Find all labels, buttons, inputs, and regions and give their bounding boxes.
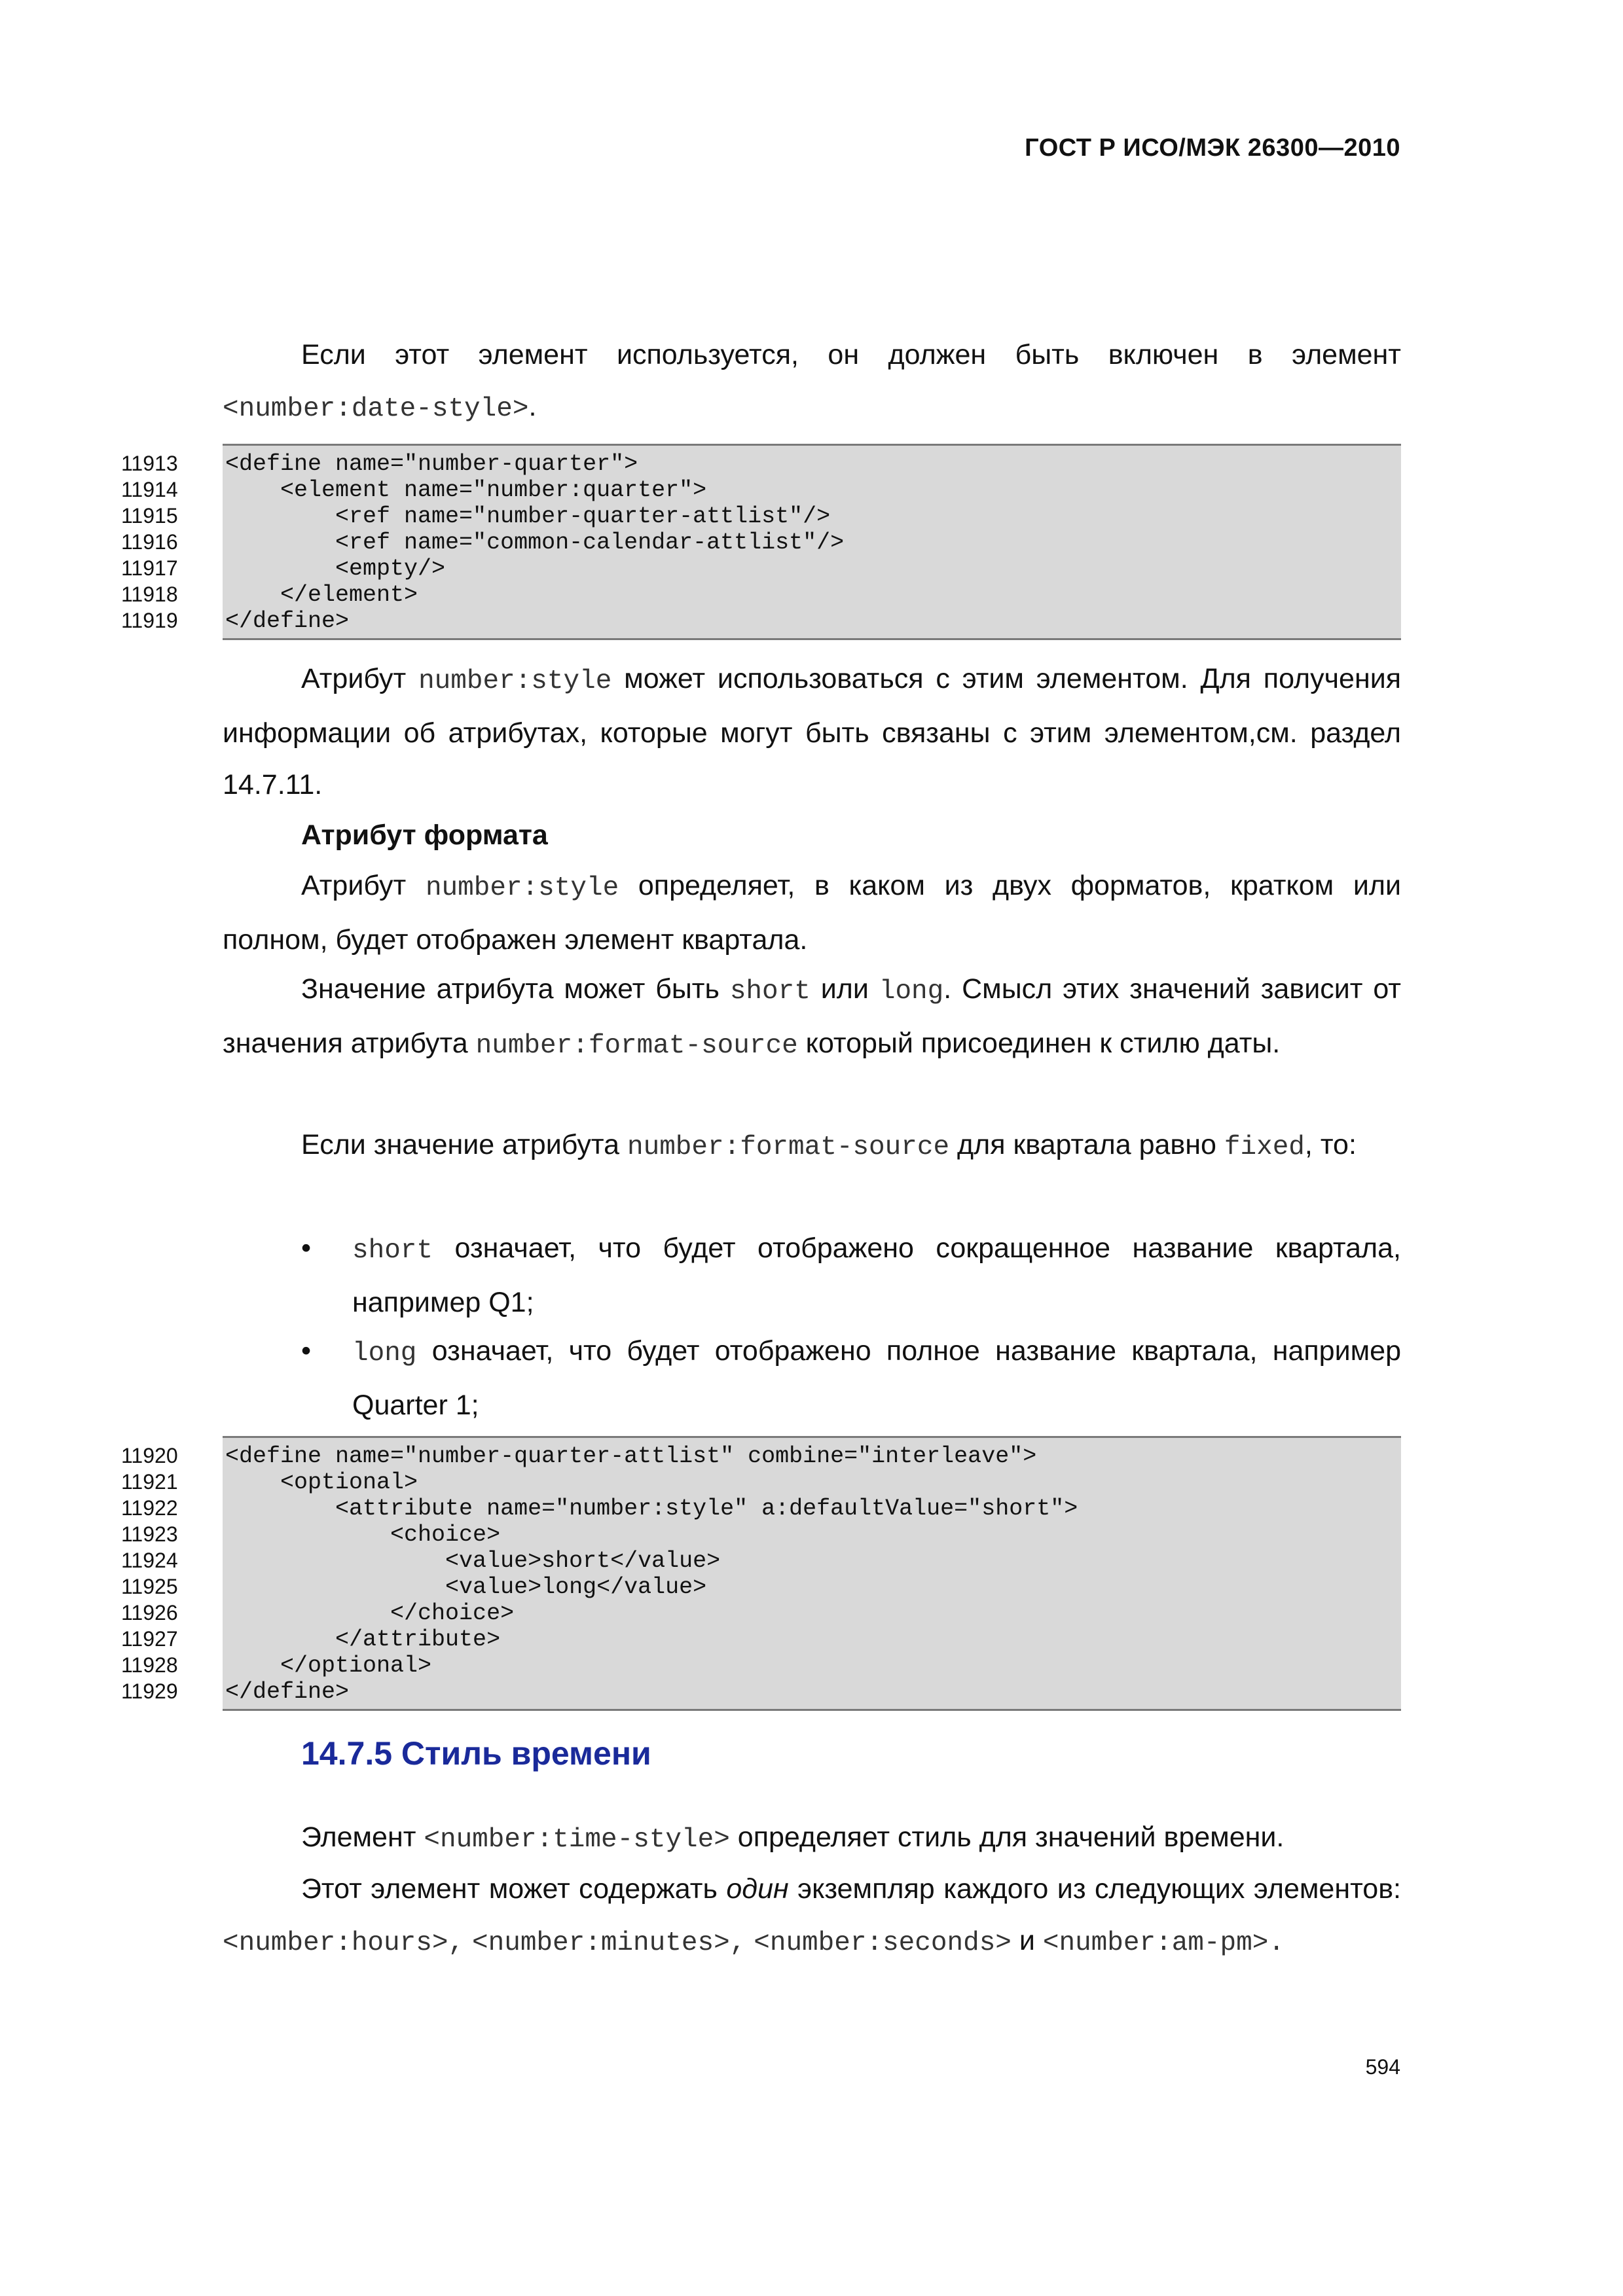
para-text: экземпляр каждого из следующих элементов: bbox=[797, 1873, 1401, 1905]
line-number: 11916 bbox=[121, 530, 178, 554]
para-text: Атрибут bbox=[301, 870, 407, 901]
code-line: <ref name="common-calendar-attlist"/> bbox=[225, 529, 845, 556]
line-number: 11919 bbox=[121, 609, 178, 632]
para-text: Атрибут bbox=[301, 663, 407, 694]
inline-code: number:format-source bbox=[475, 1031, 798, 1061]
inline-code: short bbox=[352, 1236, 433, 1266]
code-line: <define name="number-quarter-attlist" combine="interleave"> bbox=[225, 1443, 1037, 1469]
code-block-2 bbox=[223, 1436, 1401, 1711]
inline-code: fixed bbox=[1224, 1132, 1305, 1162]
code-line: <ref name="number-quarter-attlist"/> bbox=[225, 503, 831, 529]
inline-code: number:style bbox=[418, 666, 612, 696]
fixed-paragraph bbox=[223, 1119, 1401, 1174]
bullet-item-short bbox=[301, 1223, 1401, 1329]
code-line: </define> bbox=[225, 608, 350, 634]
para-text: и bbox=[1019, 1925, 1035, 1956]
intro-text: Если этот элемент используется, он должен быть включен в элемент bbox=[301, 339, 1401, 370]
code-line: <element name="number:quarter"> bbox=[225, 477, 707, 503]
inline-code: number:format-source bbox=[627, 1132, 950, 1162]
emphasis-text: один bbox=[726, 1873, 789, 1905]
line-number: 11922 bbox=[121, 1496, 178, 1520]
para-text: Если значение атрибута bbox=[301, 1129, 620, 1160]
code-line: <choice> bbox=[225, 1522, 501, 1548]
inline-code: short bbox=[729, 977, 811, 1007]
line-number: 11924 bbox=[121, 1549, 178, 1572]
line-number: 11918 bbox=[121, 583, 178, 606]
page-number: 594 bbox=[1365, 2055, 1400, 2079]
values-paragraph bbox=[223, 963, 1401, 1072]
code-line: <value>long</value> bbox=[225, 1574, 707, 1600]
line-number: 11926 bbox=[121, 1601, 178, 1624]
bullet-item-long bbox=[301, 1325, 1401, 1431]
para-text: , то: bbox=[1304, 1129, 1357, 1160]
line-number: 11917 bbox=[121, 556, 178, 580]
intro-code: <number:date-style> bbox=[223, 394, 529, 424]
contains-paragraph bbox=[223, 1863, 1401, 1969]
code-line: <optional> bbox=[225, 1469, 418, 1496]
format-paragraph bbox=[223, 860, 1401, 966]
para-text: который присоединен к стилю даты. bbox=[805, 1028, 1281, 1059]
para-text: для квартала равно bbox=[957, 1129, 1216, 1160]
line-number: 11914 bbox=[121, 478, 178, 501]
inline-code: <number:time-style> bbox=[424, 1825, 730, 1855]
para-text: Значение атрибута может быть bbox=[301, 973, 720, 1005]
inline-code: <number:hours>, bbox=[223, 1928, 465, 1958]
inline-code: <number:am-pm>. bbox=[1042, 1928, 1285, 1958]
inline-code: long bbox=[352, 1338, 417, 1369]
code-line: </element> bbox=[225, 582, 418, 608]
time-style-paragraph bbox=[223, 1812, 1401, 1866]
bullet-text: означает, что будет отображено полное название квартала, например Quarter 1; bbox=[352, 1335, 1402, 1421]
bullet-icon: • bbox=[301, 1335, 312, 1367]
para-text: или bbox=[820, 973, 869, 1005]
code-line: </optional> bbox=[225, 1653, 432, 1679]
line-number: 11921 bbox=[121, 1470, 178, 1494]
para-text: Этот элемент может содержать bbox=[301, 1873, 718, 1905]
para-text: Элемент bbox=[301, 1821, 416, 1853]
line-number: 11927 bbox=[121, 1627, 178, 1651]
intro-paragraph bbox=[223, 329, 1401, 435]
line-number: 11925 bbox=[121, 1575, 178, 1598]
para-text: может использоваться с этим элементом. Для получения информации об атрибутах, которые могут быть связаны с этим элементом,см. раздел 14.7.11. bbox=[223, 663, 1401, 800]
line-number: 11929 bbox=[121, 1679, 178, 1703]
code-line: </choice> bbox=[225, 1600, 515, 1626]
section-title: 14.7.5 Стиль времени bbox=[301, 1735, 651, 1772]
line-number: 11928 bbox=[121, 1653, 178, 1677]
para-text: . Смысл этих значений зависит от значения атрибута bbox=[223, 973, 1401, 1059]
bullet-text: означает, что будет отображено сокращенное название квартала, например Q1; bbox=[352, 1232, 1401, 1318]
code-line: <attribute name="number:style" a:defaultValue="short"> bbox=[225, 1496, 1078, 1522]
code-line: <empty/> bbox=[225, 556, 446, 582]
document-header: ГОСТ Р ИСО/МЭК 26300—2010 bbox=[1025, 134, 1400, 162]
line-number: 11913 bbox=[121, 452, 178, 475]
line-number: 11923 bbox=[121, 1522, 178, 1546]
code-block-1 bbox=[223, 444, 1401, 640]
line-number: 11915 bbox=[121, 504, 178, 528]
para-text: определяет, в каком из двух форматов, кратком или полном, будет отображен элемент квартала. bbox=[223, 870, 1401, 956]
code-line: <value>short</value> bbox=[225, 1548, 721, 1574]
intro-tail: . bbox=[528, 391, 537, 422]
code-line: </attribute> bbox=[225, 1626, 501, 1653]
style-attribute-paragraph bbox=[223, 653, 1401, 811]
inline-code: long bbox=[879, 977, 944, 1007]
code-line: <define name="number-quarter"> bbox=[225, 451, 638, 477]
inline-code: number:style bbox=[425, 873, 619, 903]
inline-code: <number:minutes>, bbox=[472, 1928, 746, 1958]
inline-code: <number:seconds> bbox=[754, 1928, 1012, 1958]
format-subheading: Атрибут формата bbox=[301, 819, 548, 851]
bullet-icon: • bbox=[301, 1232, 312, 1264]
para-text: определяет стиль для значений времени. bbox=[737, 1821, 1285, 1853]
line-number: 11920 bbox=[121, 1444, 178, 1467]
code-line: </define> bbox=[225, 1679, 350, 1705]
code-block-1-line-numbers bbox=[121, 450, 187, 634]
code-block-2-line-numbers bbox=[121, 1443, 187, 1704]
